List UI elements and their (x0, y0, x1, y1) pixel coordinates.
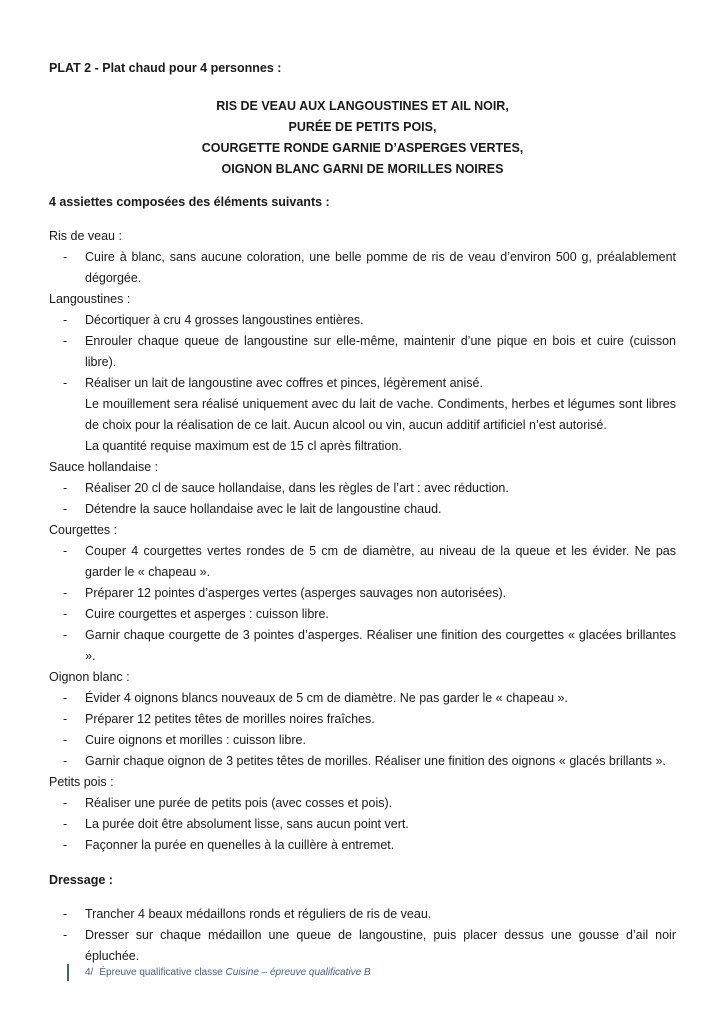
page-footer (67, 964, 371, 981)
bullet-dash: - (63, 376, 68, 390)
menu-title-line: PURÉE DE PETITS POIS, (288, 120, 437, 134)
list-item (49, 604, 676, 625)
list-item (49, 709, 676, 730)
page-number: 4/ (85, 967, 94, 978)
list-item (49, 478, 676, 499)
list-item (49, 904, 676, 925)
list-item (49, 310, 676, 331)
bullet-dash: - (63, 628, 68, 642)
section-ris-de-veau (49, 226, 676, 289)
list-item-text: Couper 4 courgettes vertes rondes de 5 cm de diamètre, au niveau de la queue et les évider. Ne pas garder le « chapeau ». (85, 544, 676, 579)
list-item (49, 331, 676, 373)
bullet-dash: - (63, 607, 68, 621)
section-heading: Dressage : (49, 873, 113, 887)
bullet-dash: - (63, 838, 68, 852)
list-item-text: La purée doit être absolument lisse, sans aucun point vert. (85, 817, 409, 831)
continuation-text: La quantité requise maximum est de 15 cl après filtration. (85, 439, 402, 453)
list-item (49, 751, 676, 772)
list-item-text: Réaliser un lait de langoustine avec coffres et pinces, légèrement anisé. (85, 376, 483, 390)
list-item-text: Garnir chaque oignon de 3 petites têtes de morilles. Réaliser une finition des oignons « glacés brillants ». (85, 754, 666, 768)
list-item-text: Évider 4 oignons blancs nouveaux de 5 cm de diamètre. Ne pas garder le « chapeau ». (85, 691, 568, 705)
section-petits-pois (49, 772, 676, 856)
list-item-text: Réaliser une purée de petits pois (avec cosses et pois). (85, 796, 393, 810)
bullet-dash: - (63, 928, 68, 942)
section-langoustines (49, 289, 676, 457)
list-item-text: Enrouler chaque queue de langoustine sur elle-même, maintenir d’une pique en bois et cuire (cuisson libre). (85, 334, 676, 369)
bullet-dash: - (63, 907, 68, 921)
list-item (49, 793, 676, 814)
list-item-text: Préparer 12 pointes d’asperges vertes (asperges sauvages non autorisées). (85, 586, 507, 600)
list-item (49, 247, 676, 289)
list-item (49, 814, 676, 835)
list-item-text: Réaliser 20 cl de sauce hollandaise, dans les règles de l’art : avec réduction. (85, 481, 509, 495)
menu-title-line: COURGETTE RONDE GARNIE D’ASPERGES VERTES, (201, 141, 524, 155)
bullet-dash: - (63, 817, 68, 831)
list-item (49, 688, 676, 709)
section-heading: Ris de veau : (49, 229, 122, 243)
section-courgettes (49, 520, 676, 667)
bullet-dash: - (63, 544, 68, 558)
bullet-dash: - (63, 733, 68, 747)
list-item-text: Cuire courgettes et asperges : cuisson libre. (85, 607, 329, 621)
list-item (49, 730, 676, 751)
bullet-dash: - (63, 250, 68, 264)
continuation-text: Le mouillement sera réalisé uniquement avec du lait de vache. Condiments, herbes et légumes sont libres de choix pour la réalisation de ce lait. Aucun alcool ou vin, aucun additif artificiel n’est autorisé. (85, 397, 676, 432)
menu-title-line: RIS DE VEAU AUX LANGOUSTINES ET AIL NOIR, (216, 99, 509, 113)
footer-text (85, 964, 371, 981)
bullet-dash: - (63, 502, 68, 516)
list-item-text: Préparer 12 petites têtes de morilles noires fraîches. (85, 712, 375, 726)
bullet-dash: - (63, 796, 68, 810)
bullet-dash: - (63, 334, 68, 348)
list-item (49, 625, 676, 667)
section-dressage (49, 870, 676, 967)
list-item (49, 373, 676, 457)
list-item-text: Cuire à blanc, sans aucune coloration, une belle pomme de ris de veau d’environ 500 g, préalablement dégorgée. (85, 250, 676, 285)
section-sauce-hollandaise (49, 457, 676, 520)
section-oignon-blanc (49, 667, 676, 772)
intro-line: 4 assiettes composées des éléments suivants : (49, 195, 330, 209)
section-heading: Oignon blanc : (49, 670, 130, 684)
menu-title-line: OIGNON BLANC GARNI DE MORILLES NOIRES (221, 162, 504, 176)
list-item (49, 835, 676, 856)
list-item-text: Dresser sur chaque médaillon une queue de langoustine, puis placer dessus une gousse d’ail noir épluchée. (85, 928, 676, 963)
plat-heading: PLAT 2 - Plat chaud pour 4 personnes : (49, 61, 282, 75)
section-heading: Petits pois : (49, 775, 114, 789)
list-item (49, 499, 676, 520)
section-heading: Courgettes : (49, 523, 118, 537)
section-heading: Langoustines : (49, 292, 131, 306)
list-item-text: Détendre la sauce hollandaise avec le lait de langoustine chaud. (85, 502, 442, 516)
bullet-dash: - (63, 481, 68, 495)
bullet-dash: - (63, 586, 68, 600)
list-item (49, 541, 676, 583)
footer-label-italic: Cuisine – épreuve qualificative B (225, 967, 371, 978)
bullet-dash: - (63, 754, 68, 768)
footer-label: Épreuve qualificative classe (99, 967, 226, 978)
list-item-text: Décortiquer à cru 4 grosses langoustines entières. (85, 313, 364, 327)
bullet-dash: - (63, 712, 68, 726)
menu-title (49, 96, 676, 180)
bullet-dash: - (63, 691, 68, 705)
list-item-text: Garnir chaque courgette de 3 pointes d’asperges. Réaliser une finition des courgettes « glacées brillantes ». (85, 628, 676, 663)
footer-accent-bar (67, 964, 69, 981)
list-item-text: Façonner la purée en quenelles à la cuillère à entremet. (85, 838, 395, 852)
list-item (49, 925, 676, 967)
list-item-text: Trancher 4 beaux médaillons ronds et réguliers de ris de veau. (85, 907, 432, 921)
bullet-dash: - (63, 313, 68, 327)
list-item (49, 583, 676, 604)
section-heading: Sauce hollandaise : (49, 460, 159, 474)
list-item-text: Cuire oignons et morilles : cuisson libre. (85, 733, 306, 747)
